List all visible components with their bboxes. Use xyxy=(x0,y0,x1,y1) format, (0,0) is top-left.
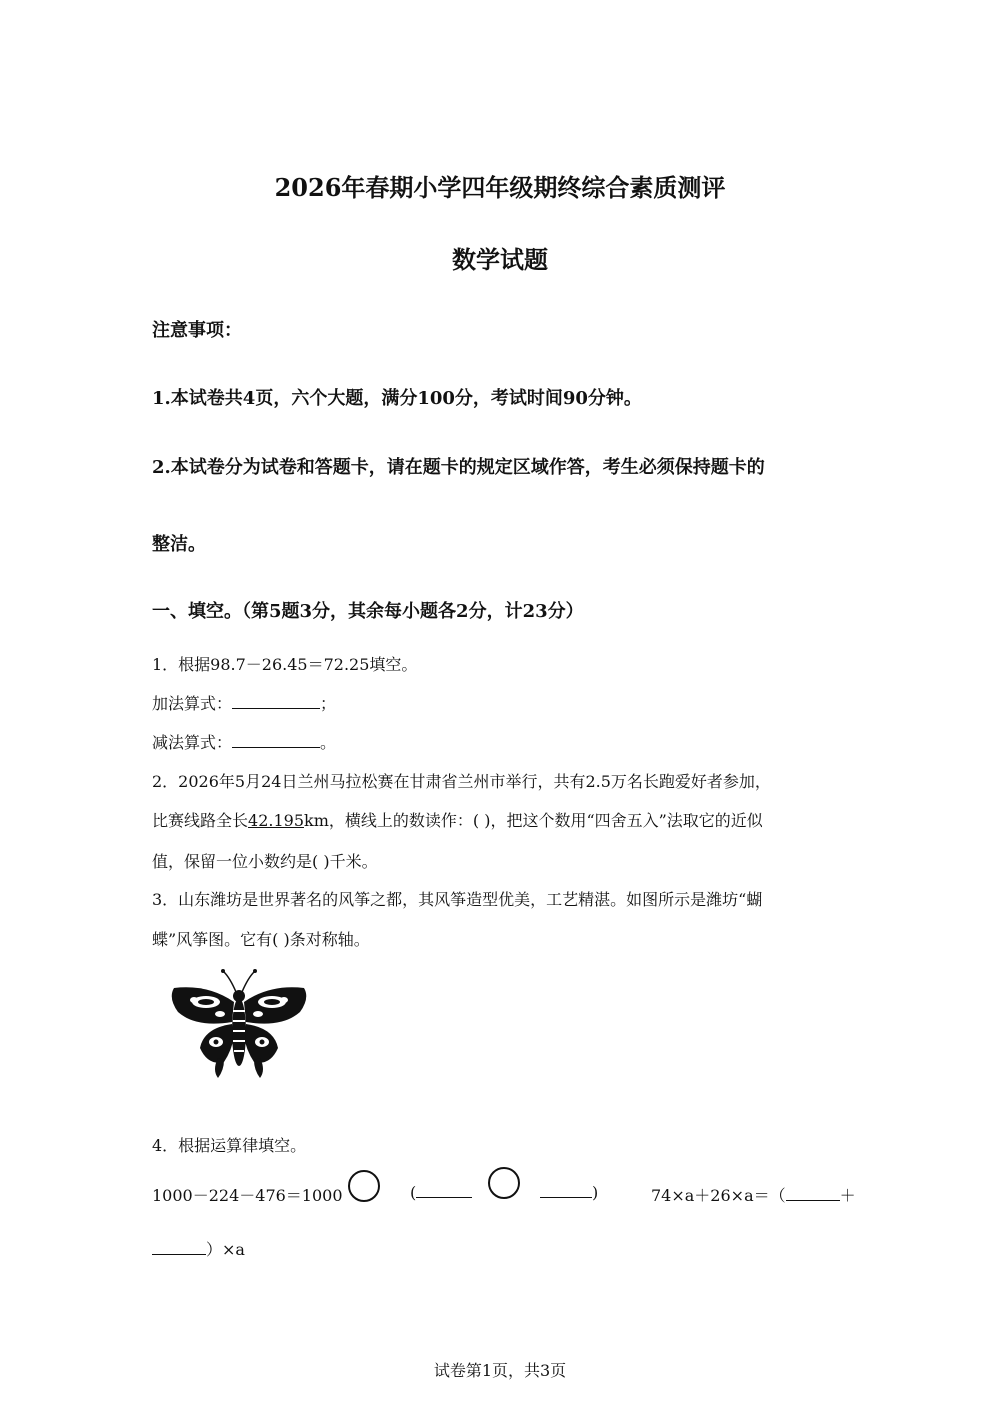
notes-item-1: 1.本试卷共4页，六个大题，满分100分，考试时间90分钟。 xyxy=(152,388,642,409)
q4-expr2-tail-line xyxy=(152,1237,245,1260)
q4-expr2-line xyxy=(651,1183,856,1206)
q4-blank-1[interactable] xyxy=(416,1183,472,1198)
q1-addition-line xyxy=(152,691,336,714)
section-1-heading: 一、填空。（第5题3分，其余每小题各2分，计23分） xyxy=(152,601,584,622)
q3-line1: 3．山东潍坊是世界著名的风筝之都，其风筝造型优美，工艺精湛。如图所示是潍坊“蝴 xyxy=(152,890,763,909)
q4-expr2: 74×a＋26×a＝（ xyxy=(651,1186,786,1205)
q1-addition-end: ； xyxy=(320,694,337,713)
q1-addition-blank[interactable] xyxy=(232,694,320,709)
q2-line2 xyxy=(152,808,763,831)
q2-underlined-number: 42.195 xyxy=(248,811,304,830)
q4-blank-3[interactable] xyxy=(786,1186,840,1201)
q2-line2-pre: 比赛线路全长 xyxy=(152,811,249,830)
q4-stem: 4．根据运算律填空。 xyxy=(152,1136,307,1155)
page-subtitle: 数学试题 xyxy=(452,245,548,274)
page-title: 2026年春期小学四年级期终综合素质测评 xyxy=(274,173,726,202)
q4-operator-circle-2[interactable] xyxy=(488,1167,520,1199)
q1-subtraction-end: 。 xyxy=(320,733,337,752)
page-footer: 试卷第1页，共3页 xyxy=(433,1361,567,1380)
q4-operator-circle-1[interactable] xyxy=(348,1170,380,1202)
q1-subtraction-label: 减法算式： xyxy=(152,733,233,752)
q4-group-end xyxy=(540,1183,598,1202)
q2-line1: 2．2026年5月24日兰州马拉松赛在甘肃省兰州市举行，共有2.5万名长跑爱好者参加， xyxy=(152,772,771,791)
q1-subtraction-blank[interactable] xyxy=(232,733,320,748)
q1-addition-label: 加法算式： xyxy=(152,694,233,713)
q4-tail: ）×a xyxy=(206,1240,245,1259)
notes-heading: 注意事项： xyxy=(152,320,242,341)
notes-item-2-line2: 整洁。 xyxy=(152,534,206,555)
q2-line2-post: km，横线上的数读作：( )，把这个数用“四舍五入”法取它的近似 xyxy=(304,811,763,830)
q4-blank-2[interactable] xyxy=(540,1183,592,1198)
q4-plus: ＋ xyxy=(839,1186,856,1205)
q3-line2: 蝶”风筝图。它有( )条对称轴。 xyxy=(152,930,370,949)
q4-paren-open: ( xyxy=(410,1183,417,1202)
q2-line3: 值，保留一位小数约是( )千米。 xyxy=(152,852,378,871)
q1-subtraction-line xyxy=(152,730,336,753)
q4-paren-close: ) xyxy=(592,1183,599,1202)
q1-stem: 1．根据98.7－26.45＝72.25填空。 xyxy=(152,655,418,674)
q4-expr1: 1000－224－476＝1000 xyxy=(152,1186,343,1205)
q4-group xyxy=(410,1183,472,1202)
butterfly-kite-image xyxy=(168,966,310,1082)
notes-item-2-line1: 2.本试卷分为试卷和答题卡，请在题卡的规定区域作答，考生必须保持题卡的 xyxy=(152,457,765,478)
q4-blank-4[interactable] xyxy=(152,1240,206,1255)
